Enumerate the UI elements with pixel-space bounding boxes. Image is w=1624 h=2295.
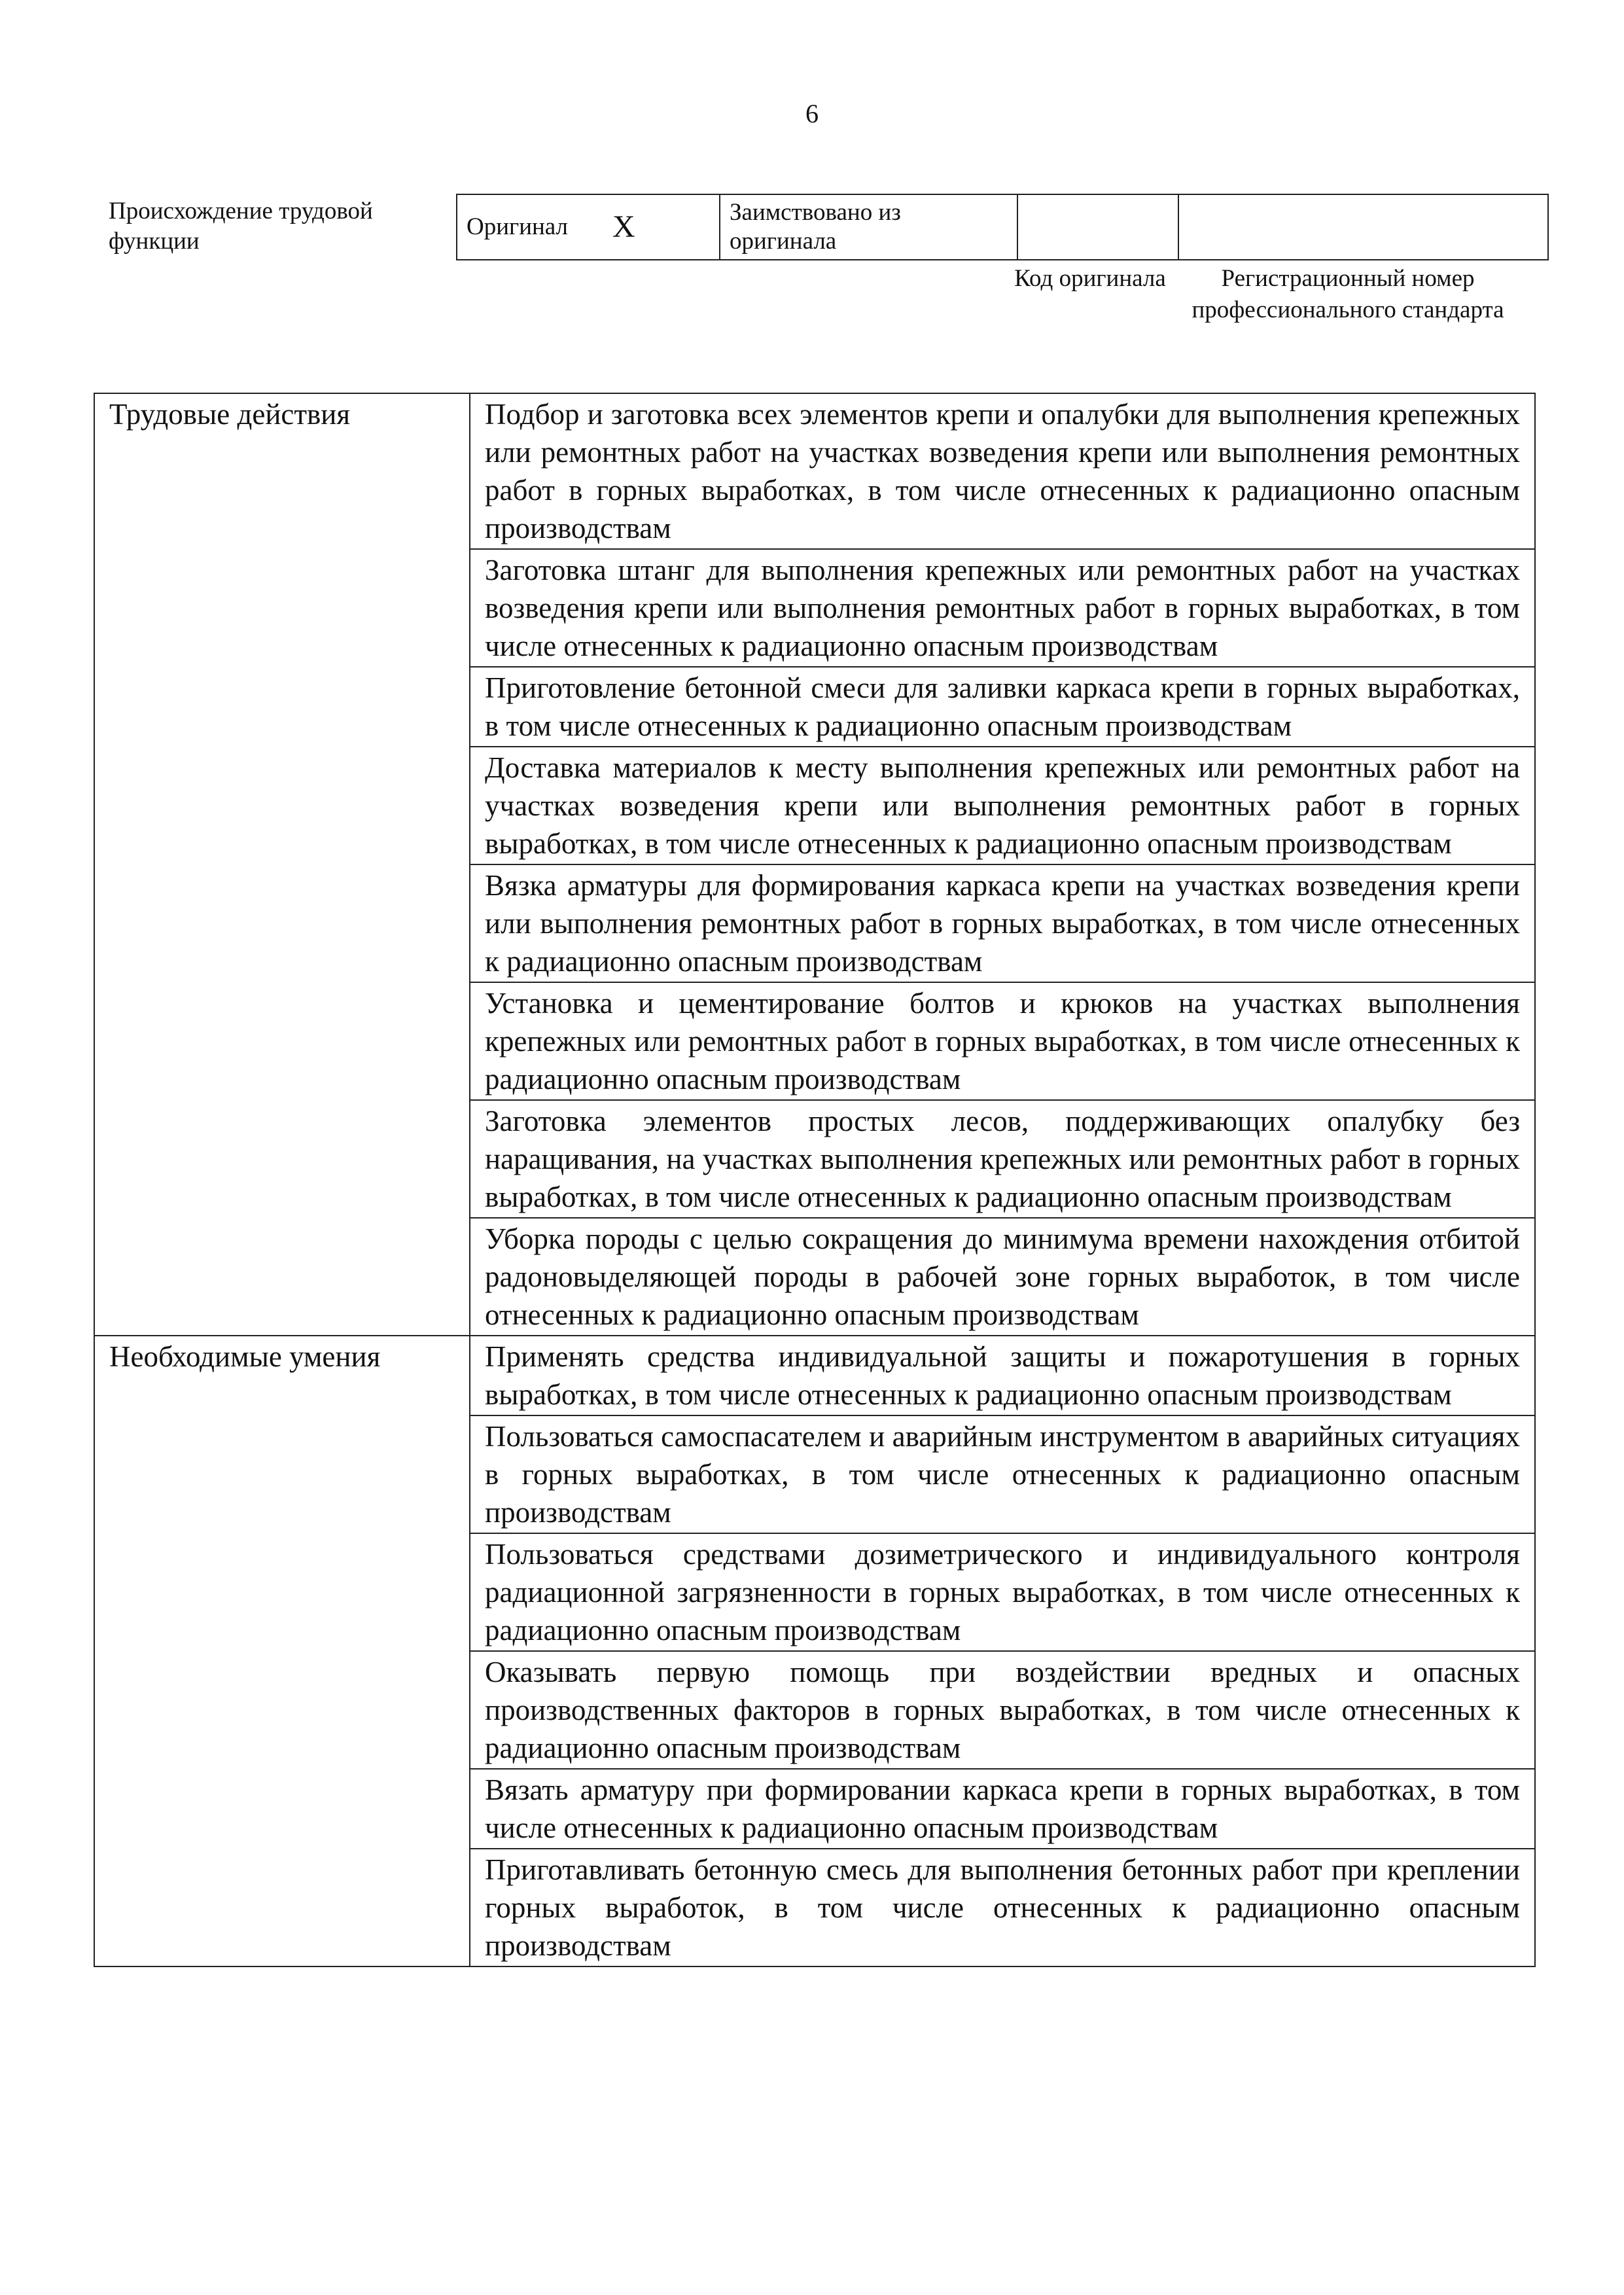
table-row bbox=[94, 393, 1535, 549]
section-item: Установка и цементирование болтов и крюков на участках выполнения крепежных или ремонтных работ в горных выработках, в том числе отнесенных к радиационно опасным производствам bbox=[470, 982, 1535, 1100]
original-code-cell bbox=[1017, 194, 1178, 260]
page-number: 6 bbox=[805, 99, 819, 128]
functions-table-body bbox=[94, 393, 1535, 1966]
section-item: Уборка породы с целью сокращения до минимума времени нахождения отбитой радоновыделяющей породы в рабочей зоне горных выработок, в том числе отнесенных к радиационно опасным производствам bbox=[470, 1218, 1535, 1336]
section-item: Применять средства индивидуальной защиты и пожаротушения в горных выработках, в том числе отнесенных к радиационно опасным производствам bbox=[470, 1336, 1535, 1415]
section-label: Трудовые действия bbox=[94, 393, 470, 1336]
section-item: Вязать арматуру при формировании каркаса крепи в горных выработках, в том числе отнесенных к радиационно опасным производствам bbox=[470, 1769, 1535, 1849]
section-item: Подбор и заготовка всех элементов крепи и опалубки для выполнения крепежных или ремонтных работ на участках возведения крепи или выполнения ремонтных работ в горных выработках, в том числе отнесенных к радиационно опасным производствам bbox=[470, 393, 1535, 549]
original-mark: X bbox=[612, 209, 635, 244]
section-item: Пользоваться средствами дозиметрического и индивидуального контроля радиационной загрязненности в горных выработках, в том числе отнесенных к радиационно опасным производствам bbox=[470, 1533, 1535, 1651]
section-item: Приготавливать бетонную смесь для выполнения бетонных работ при креплении горных выработок, в том числе отнесенных к радиационно опасным производствам bbox=[470, 1849, 1535, 1966]
section-item: Пользоваться самоспасателем и аварийным инструментом в аварийных ситуациях в горных выработках, в том числе отнесенных к радиационно опасным производствам bbox=[470, 1415, 1535, 1533]
original-cell bbox=[457, 194, 720, 260]
section-item: Доставка материалов к месту выполнения крепежных или ремонтных работ на участках возведения крепи или выполнения ремонтных работ в горных выработках, в том числе отнесенных к радиационно опасным производствам bbox=[470, 747, 1535, 864]
section-item: Приготовление бетонной смеси для заливки каркаса крепи в горных выработках, в том числе отнесенных к радиационно опасным производствам bbox=[470, 667, 1535, 747]
section-item: Вязка арматуры для формирования каркаса крепи на участках возведения крепи или выполнения ремонтных работ в горных выработках, в том числе отнесенных к радиационно опасным производствам bbox=[470, 864, 1535, 982]
borrowed-label: Заимствовано из оригинала bbox=[730, 199, 901, 255]
original-code-caption: Код оригинала bbox=[1014, 265, 1166, 292]
borrowed-cell bbox=[720, 194, 1017, 260]
section-label: Необходимые умения bbox=[94, 1336, 470, 1966]
original-label: Оригинал bbox=[467, 213, 569, 240]
section-item: Заготовка элементов простых лесов, поддерживающих опалубку без наращивания, на участках выполнения крепежных или ремонтных работ в горных выработках, в том числе отнесенных к радиационно опасным производствам bbox=[470, 1100, 1535, 1218]
origin-table bbox=[456, 194, 1549, 260]
registration-number-caption: Регистрационный номер профессионального стандарта bbox=[1192, 265, 1504, 323]
section-item: Заготовка штанг для выполнения крепежных или ремонтных работ на участках возведения крепи или выполнения ремонтных работ в горных выработках, в том числе отнесенных к радиационно опасным производствам bbox=[470, 549, 1535, 667]
registration-number-cell bbox=[1178, 194, 1548, 260]
origin-label: Происхождение трудовой функции bbox=[109, 198, 373, 255]
section-item: Оказывать первую помощь при воздействии вредных и опасных производственных факторов в горных выработках, в том числе отнесенных к радиационно опасным производствам bbox=[470, 1651, 1535, 1769]
functions-table bbox=[94, 393, 1536, 1967]
table-row bbox=[94, 1336, 1535, 1415]
